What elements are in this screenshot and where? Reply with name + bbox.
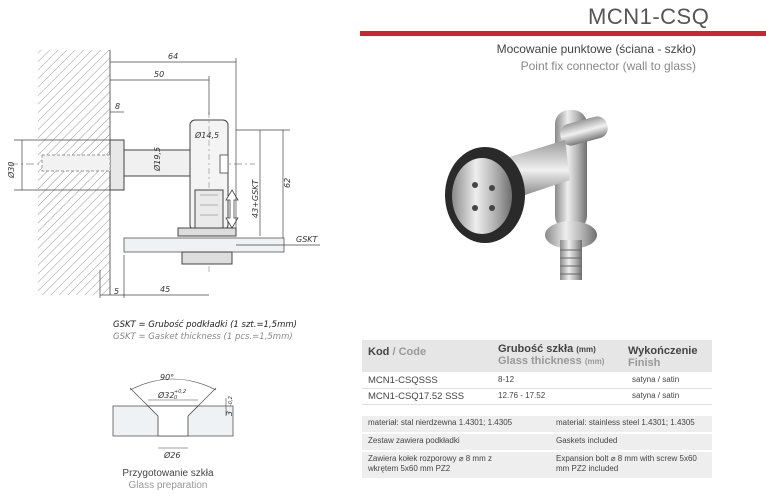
- fact-pl: Zestaw zawiera podkładki: [368, 436, 460, 445]
- th-finish-pl: Wykończenie: [628, 345, 698, 357]
- dim-d30: Ø30: [7, 161, 16, 178]
- glass-prep-label-pl: Przygotowanie szkła: [122, 468, 214, 479]
- gp-d32-tol: +0,2: [174, 389, 187, 395]
- dim-8: 8: [115, 102, 121, 111]
- wall-hatch: [38, 50, 110, 295]
- row-finish: satyna / satin: [632, 375, 680, 384]
- dim-5: 5: [114, 287, 120, 296]
- th-finish: [628, 345, 698, 369]
- glass-preparation-drawing: [108, 368, 248, 468]
- fact-en: Expansion bolt ⌀ 8 mm with screw 5x60 mm PZ2 included: [556, 454, 697, 473]
- fact-pl: materiał: stal nierdzewna 1.4301; 1.4305: [368, 418, 513, 427]
- gp-depth-tol: -0,2: [228, 396, 234, 406]
- product-title: MCN1-CSQ: [588, 4, 710, 29]
- row-finish: satyna / satin: [632, 391, 680, 400]
- fact-row: [362, 416, 712, 432]
- th-code-en: Code: [398, 346, 427, 358]
- row-code: MCN1-CSQ17.52 SSS: [368, 391, 465, 402]
- th-code: Kod / Code: [368, 346, 427, 358]
- subtitle-english: Point fix connector (wall to glass): [520, 59, 696, 73]
- gskt-legend-en: GSKT = Gasket thickness (1 pcs.=1,5mm): [113, 332, 293, 342]
- dim-45: 45: [160, 285, 171, 294]
- dim-62: 62: [283, 177, 292, 188]
- row-code: MCN1-CSQSSS: [368, 375, 438, 386]
- header-accent-bar: [360, 31, 766, 36]
- wall-disc: [110, 140, 124, 190]
- dim-d195: Ø19,5: [153, 146, 162, 171]
- glass-prep-label-en: Glass preparation: [128, 480, 208, 491]
- th-thickness: [498, 343, 604, 367]
- dim-50: 50: [154, 70, 165, 79]
- gp-angle: 90°: [160, 373, 175, 382]
- fact-row: [362, 434, 712, 450]
- th-code-pl: Kod: [368, 346, 390, 358]
- table-header: [362, 340, 712, 372]
- dim-43-gskt: 43+GSKT: [251, 179, 260, 218]
- th-unit-pl: (mm): [576, 345, 596, 354]
- th-unit-en: (mm): [584, 357, 605, 366]
- product-photo: [440, 100, 640, 310]
- gp-d32-tol0: 0: [174, 395, 178, 401]
- fact-en: material: stainless steel 1.4301; 1.4305: [556, 418, 695, 427]
- table-row: [362, 374, 712, 389]
- gskt-legend-pl: GSKT = Grubość podkładki (1 szt.=1,5mm): [113, 320, 297, 330]
- fact-row: [362, 452, 712, 478]
- dim-d145: Ø14,5: [195, 131, 220, 140]
- fact-en: Gaskets included: [556, 436, 618, 445]
- gp-d26: Ø26: [164, 451, 181, 460]
- fact-pl: Zawiera kołek rozporowy ⌀ 8 mm z wkrętem 5x60 mm PZ2: [368, 454, 492, 473]
- row-thickness: 12.76 - 17.52: [498, 391, 546, 400]
- th-thick-en: Glass thickness: [498, 355, 582, 367]
- row-thickness: 8-12: [498, 375, 515, 384]
- th-thick-pl: Grubość szkła: [498, 343, 574, 355]
- table-row: [362, 390, 712, 405]
- glass-clamp-head: [178, 228, 236, 236]
- dim-gskt: GSKT: [296, 235, 318, 244]
- technical-drawing: [0, 40, 340, 310]
- dim-64: 64: [168, 52, 179, 61]
- subtitle-polish: Mocowanie punktowe (ściana - szkło): [496, 42, 696, 56]
- gp-depth: 3: [225, 410, 234, 416]
- gp-d32: Ø32: [158, 391, 175, 400]
- th-finish-en: Finish: [628, 357, 661, 369]
